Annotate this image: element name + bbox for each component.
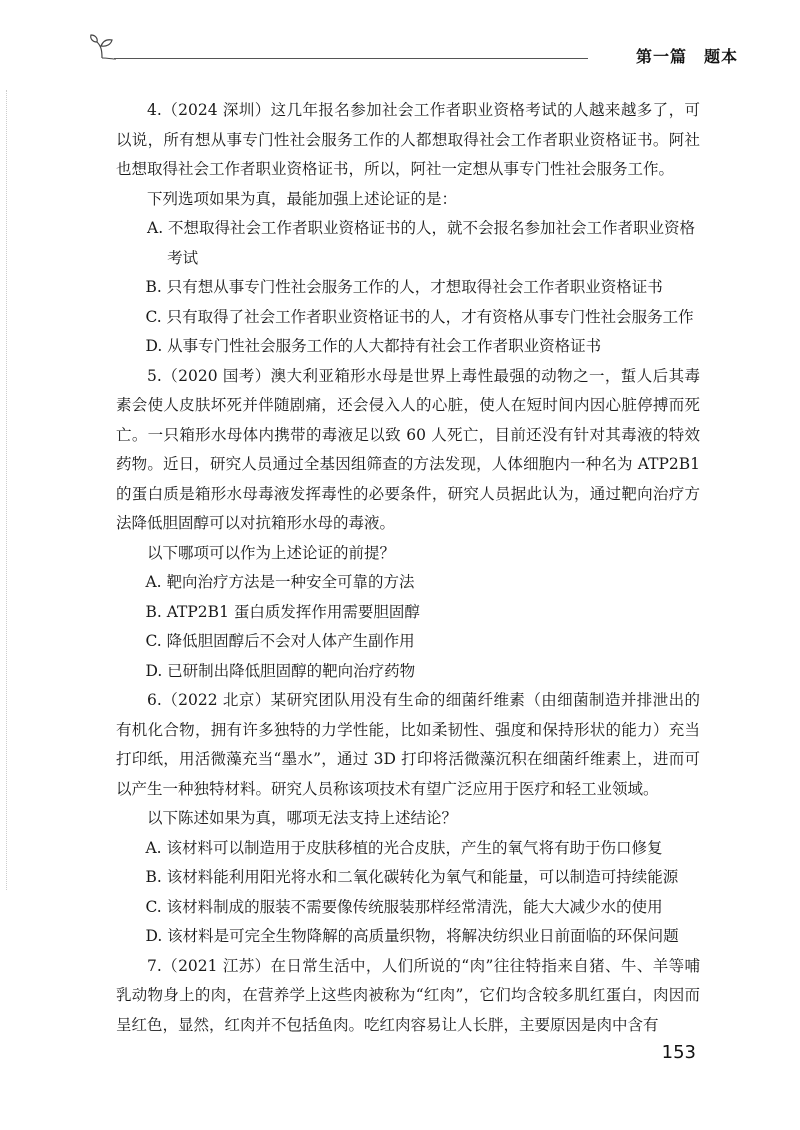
option-d: D. 从事专门性社会服务工作的人大都持有社会工作者职业资格证书 [145, 337, 602, 355]
scan-edge-marks [6, 90, 9, 890]
option-c: C. 降低胆固醇后不会对人体产生副作用 [145, 632, 415, 650]
section-title: 第一篇 题本 [635, 47, 738, 66]
option-c: C. 只有取得了社会工作者职业资格证书的人，才有资格从事专门性社会服务工作 [145, 307, 694, 326]
sprout-icon [88, 32, 116, 60]
question-stem: 7.（2021 江苏）在日常生活中，人们所说的“肉”往往特指来自猪、牛、羊等哺乳动物身上的肉，在营养学上这些肉被称为“红肉”，它们均含较多肌红蛋白，肉因而呈红色，显然，红肉并不包括鱼肉。吃红肉容易让人长胖，主要原因是肉中含有 [116, 956, 700, 1034]
question-prompt: 以下陈述如果为真，哪项无法支持上述结论？ [147, 809, 458, 827]
option-a: A. 该材料可以制造用于皮肤移植的光合皮肤，产生的氧气将有助于伤口修复 [145, 838, 663, 857]
page-number: 153 [661, 1042, 696, 1063]
option-a: A. 不想取得社会工作者职业资格证书的人，就不会报名参加社会工作者职业资格考试 [147, 219, 696, 267]
question-5 [116, 362, 700, 687]
option-d: D. 已研制出降低胆固醇的靶向治疗药物 [145, 661, 416, 680]
header-rule [114, 58, 588, 59]
option-c: C. 该材料制成的服装不需要像传统服装那样经常清洗，能大大减少水的使用 [145, 897, 663, 916]
question-stem: 5.（2020 国考）澳大利亚箱形水母是世界上毒性最强的动物之一，蜇人后其毒素会使人皮肤坏死并伴随剧痛，还会侵入人的心脏，使人在短时间内因心脏停搏而死亡。一只箱形水母体内携带的毒液足以致 60 人死亡，目前还没有针对其毒液的特效药物。近日，研究人员通过全基因组筛查的方法发现，人体细胞内一种名为 ATP2B1 的蛋白质是箱形水母毒液发挥毒性的必要条件，研究人员据此认为，通过靶向治疗方法降低胆固醇可以对抗箱形水母的毒液。 [116, 366, 700, 532]
page-body [116, 96, 700, 1040]
option-b: B. 只有想从事专门性社会服务工作的人，才想取得社会工作者职业资格证书 [145, 278, 663, 296]
question-stem: 6.（2022 北京）某研究团队用没有生命的细菌纤维素（由细菌制造并排泄出的有机化合物，拥有许多独特的力学性能，比如柔韧性、强度和保持形状的能力）充当打印纸，用活微藻充当“墨水”，通过 3D 打印将活微藻沉积在细菌纤维素上，进而可以产生一种独特材料。研究人员称该项技术有望广泛应用于医疗和轻工业领域。 [116, 691, 700, 798]
option-a: A. 靶向治疗方法是一种安全可靠的方法 [145, 573, 415, 591]
question-prompt: 以下哪项可以作为上述论证的前提？ [147, 543, 396, 562]
option-b: B. 该材料能利用阳光将水和二氧化碳转化为氧气和能量，可以制造可持续能源 [145, 868, 679, 886]
option-d: D. 该材料是可完全生物降解的高质量织物，将解决纺织业日前面临的环保问题 [145, 927, 679, 945]
option-b: B. ATP2B1 蛋白质发挥作用需要胆固醇 [145, 602, 420, 621]
running-header [88, 30, 738, 70]
question-4 [116, 96, 700, 362]
question-prompt: 下列选项如果为真，最能加强上述论证的是： [147, 189, 458, 208]
question-stem: 4.（2024 深圳）这几年报名参加社会工作者职业资格考试的人越来越多了，可以说，所有想从事专门性社会服务工作的人都想取得社会工作者职业资格证书。阿社也想取得社会工作者职业资格证书，所以，阿社一定想从事专门性社会服务工作。 [116, 101, 700, 178]
question-6 [116, 686, 700, 952]
question-7 [116, 952, 700, 1041]
